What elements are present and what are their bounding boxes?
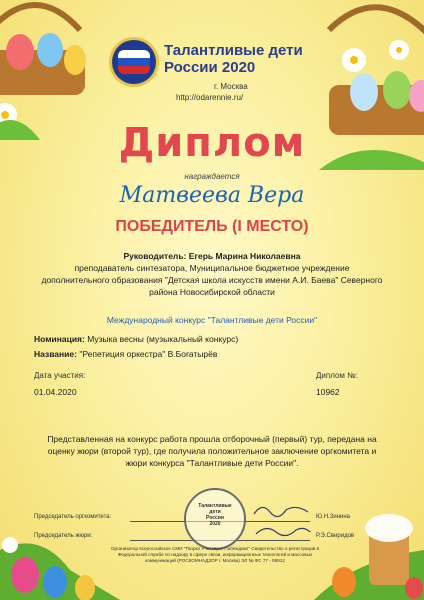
org-website-link[interactable]: http://odarennie.ru/ <box>176 93 244 102</box>
supervisor-description: преподаватель синтезатора, Муниципальное бюджетное учреждение дополнительного образования "Детская школа искусств имени А.И. Баева" Северного района Новосибирской области <box>41 263 383 297</box>
conclusion-text: Представленная на конкурс работа прошла отборочный (первый) тур, передана на оценку жюри (второй тур), где получила положительное заключение оргкомитета и жюри конкурса "Талантливые дети России". <box>47 434 377 468</box>
contest-name: Международный конкурс "Талантливые дети России" <box>106 315 318 325</box>
org-chair-name: Ю.Н.Зинина <box>316 514 351 520</box>
nomination-row <box>34 334 238 344</box>
stamp-line2: дети <box>209 509 221 515</box>
jury-chair-label: Председатель жюри: <box>34 533 93 539</box>
nomination-label: Номинация: <box>34 334 85 344</box>
supervisor-label: Руководитель: <box>123 251 187 261</box>
supervisor-name: Егерь Марина Николаевна <box>188 251 301 261</box>
awarded-label: награждается <box>184 172 240 181</box>
org-city: г. Москва <box>214 82 248 91</box>
russian-flag-icon <box>118 50 150 74</box>
diploma-title: Диплом <box>118 120 306 166</box>
org-name-line1: Талантливые дети <box>164 42 303 59</box>
award-place: ПОБЕДИТЕЛЬ (I МЕСТО) <box>115 218 309 235</box>
recipient-name: Матвеева Вера <box>119 183 305 208</box>
stamp-line1: Талантливые <box>198 503 232 509</box>
work-title-value: "Репетиция оркестра" В.Богатырёв <box>79 349 218 359</box>
work-title-row <box>34 349 217 359</box>
diploma-number-label: Диплом №: <box>316 371 358 380</box>
work-title-label: Название: <box>34 349 77 359</box>
easter-basket-left-image <box>0 0 90 140</box>
stamp-line4: 2020 <box>209 521 221 527</box>
stamp-line3: России <box>206 515 224 521</box>
organization-stamp <box>184 488 246 550</box>
jury-chair-name: Р.Э.Свиридов <box>316 533 355 539</box>
diploma-number-value: 10962 <box>316 387 340 397</box>
handwritten-signatures-image <box>252 500 312 542</box>
easter-cake-bottom-right-image <box>314 490 424 600</box>
date-label: Дата участия: <box>34 371 86 380</box>
nomination-value: Музыка весны (музыкальный конкурс) <box>87 334 239 344</box>
org-chair-label: Председатель оргкомитета: <box>34 514 112 520</box>
supervisor-line <box>40 250 384 262</box>
date-value: 01.04.2020 <box>34 387 77 397</box>
org-name <box>164 42 303 76</box>
org-name-line2: России 2020 <box>164 59 256 76</box>
registration-footer: Организатор всероссийское СМИ "Творю! Участвую! Побеждаю!" Свидетельство о регистрации в Федеральной службе по надзору в сфере связи, информационных технологий и массовых коммуникаций (РОСКОМНАДЗОР г. Москва) ЭЛ № ФС 77 - 06912 <box>110 546 320 563</box>
